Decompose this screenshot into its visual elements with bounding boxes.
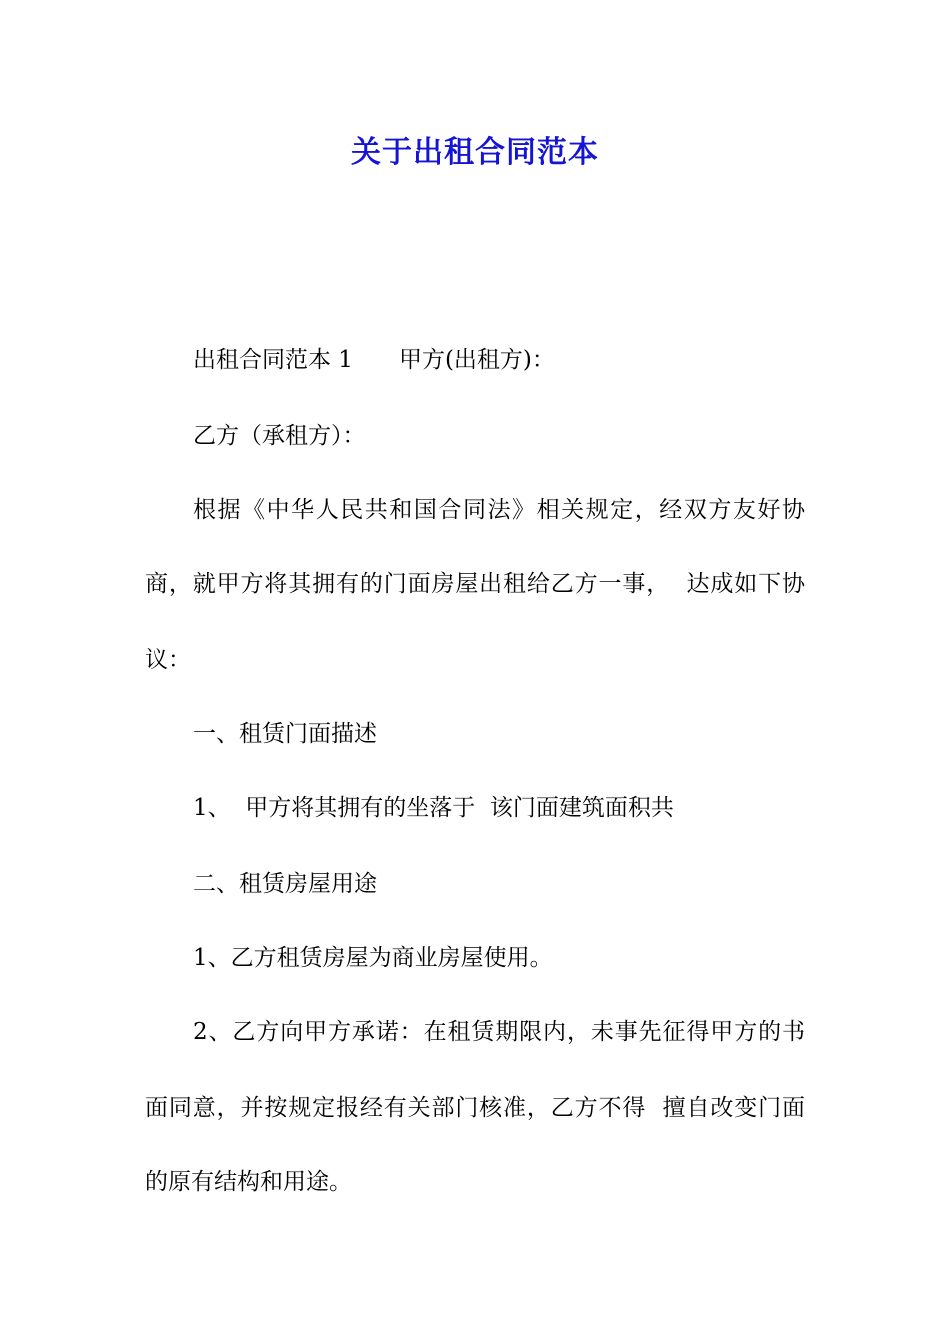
paragraph-line-2: 乙方（承租方）：: [193, 423, 366, 449]
paragraph-line-12: 的原有结构和用途。: [145, 1169, 352, 1195]
paragraph-line-1: 出租合同范本 1 甲方(出租方)：: [193, 347, 555, 373]
paragraph-line-3: 根据《中华人民共和国合同法》相关规定，经双方友好协: [193, 497, 805, 523]
document-title: 关于出租合同范本: [351, 135, 599, 170]
paragraph-line-10: 2、乙方向甲方承诺：在租赁期限内，未事先征得甲方的书: [193, 1019, 805, 1045]
section-heading-2: 二、租赁房屋用途: [193, 871, 377, 897]
paragraph-line-5: 议：: [145, 647, 191, 673]
paragraph-line-4: 商，就甲方将其拥有的门面房屋出租给乙方一事， 达成如下协: [145, 571, 805, 597]
paragraph-line-9: 1、乙方租赁房屋为商业房屋使用。: [193, 945, 553, 971]
paragraph-line-11: 面同意，并按规定报经有关部门核准，乙方不得 擅自改变门面: [145, 1095, 805, 1121]
paragraph-line-7: 1、 甲方将其拥有的坐落于 该门面建筑面积共: [193, 795, 674, 821]
section-heading-1: 一、租赁门面描述: [193, 721, 377, 747]
